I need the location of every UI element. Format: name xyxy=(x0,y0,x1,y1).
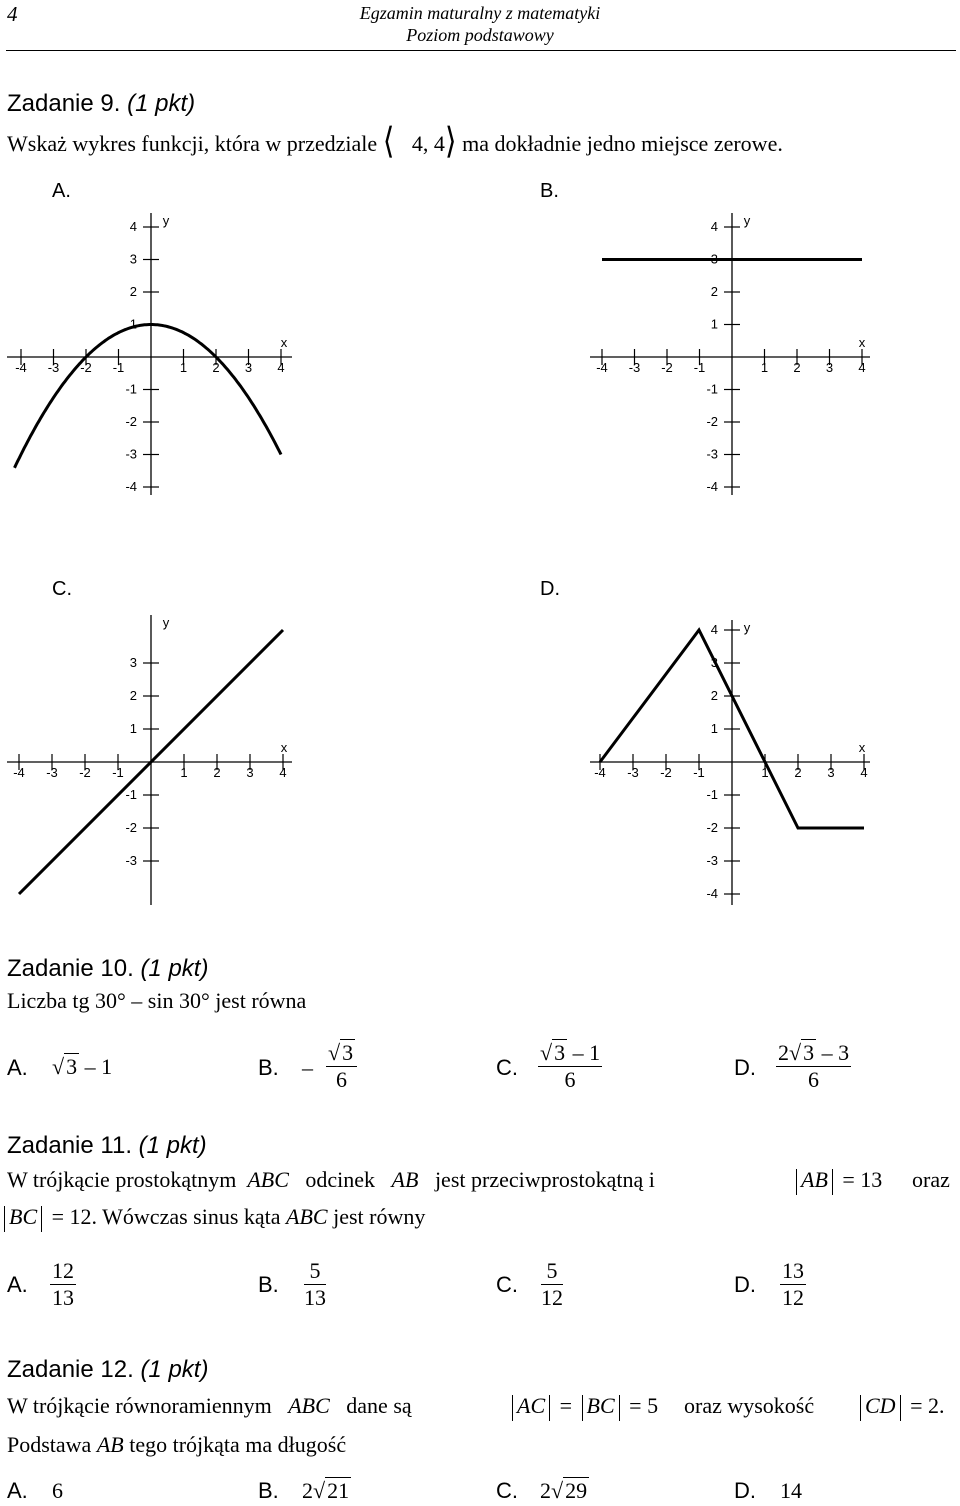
task12-lengths: AC = BC = 5 xyxy=(508,1393,658,1421)
task9-heading: Zadanie 9. (1 pkt) xyxy=(7,90,196,117)
y-tick-label: 4 xyxy=(129,219,137,234)
page-number: 4 xyxy=(7,2,18,26)
task10-option-c: $\frac{√3 - 1}{6}$ xyxy=(540,1040,601,1092)
task10-option-d-label: D. xyxy=(734,1055,756,1080)
task11-option-c: $\frac{5}{12}$ xyxy=(541,1258,563,1310)
header-title: Egzamin maturalny z matematyki xyxy=(359,3,601,23)
x-tick-label: -1 xyxy=(693,765,705,780)
task10-option-a-label: A. xyxy=(7,1055,28,1080)
x-tick-label: 4 xyxy=(277,360,285,375)
x-tick-label: -1 xyxy=(112,360,125,375)
x-tick-label: 2 xyxy=(212,360,220,375)
task12-line1: W trójkącie równoramiennym ABC dane są xyxy=(7,1393,412,1418)
task12-option-b-label: B. xyxy=(258,1478,279,1503)
x-tick-label: 2 xyxy=(794,765,802,780)
x-tick-label: 1 xyxy=(761,765,769,780)
x-tick-label: -3 xyxy=(628,360,641,375)
y-tick-label: 3 xyxy=(129,251,137,267)
y-tick-label: -1 xyxy=(706,787,718,802)
task11-option-d-label: D. xyxy=(734,1272,756,1297)
y-axis-label: y xyxy=(162,615,170,630)
y-tick-label: -2 xyxy=(706,414,718,429)
graph-label-d: D. xyxy=(540,578,560,600)
task11-option-b: $\frac{5}{13}$ xyxy=(304,1258,326,1310)
y-tick-label: -1 xyxy=(125,381,137,397)
x-tick-label: -4 xyxy=(596,360,608,375)
task11-oraz: oraz xyxy=(912,1167,950,1192)
task12-option-d: 14 xyxy=(780,1478,802,1503)
x-tick-label: 4 xyxy=(279,765,287,780)
task11-ab-value: AB = 13 xyxy=(792,1167,882,1195)
task11-heading: Zadanie 11. (1 pkt) xyxy=(7,1132,207,1159)
task11-line1: W trójkącie prostokątnym ABC odcinek AB jest przeciwprostokątną i xyxy=(7,1167,655,1192)
y-axis-label: y xyxy=(743,213,751,228)
y-tick-label: 3 xyxy=(710,251,718,267)
x-tick-label: -2 xyxy=(660,765,672,780)
y-tick-label: 1 xyxy=(129,721,137,736)
y-tick-label: -1 xyxy=(125,787,137,802)
x-axis-label: x xyxy=(858,740,866,755)
task12-option-a-label: A. xyxy=(7,1478,28,1503)
y-tick-label: -4 xyxy=(706,886,718,901)
graph-label-b: B. xyxy=(540,180,559,202)
y-tick-label: -2 xyxy=(125,414,137,429)
task11-option-b-label: B. xyxy=(258,1272,279,1297)
y-axis-label: y xyxy=(743,620,751,635)
task12-height: CD = 2. xyxy=(856,1393,944,1421)
task12-option-c: 2√29 xyxy=(540,1478,588,1503)
x-tick-label: -1 xyxy=(112,765,124,780)
x-tick-label: -4 xyxy=(594,765,606,780)
task10-option-c-label: C. xyxy=(496,1055,518,1080)
x-axis-label: x xyxy=(858,335,866,350)
y-tick-label: -4 xyxy=(706,479,718,494)
x-tick-label: -4 xyxy=(13,765,25,780)
task12-option-d-label: D. xyxy=(734,1478,756,1503)
y-tick-label: -3 xyxy=(706,446,718,462)
task10-option-a: √3 – 1 xyxy=(52,1054,113,1079)
x-tick-label: -2 xyxy=(661,360,673,375)
x-tick-label: -3 xyxy=(47,360,60,375)
task12-option-a: 6 xyxy=(52,1478,63,1503)
x-tick-label: 2 xyxy=(213,765,221,780)
header-subtitle: Poziom podstawowy xyxy=(406,25,554,45)
y-tick-label: 1 xyxy=(710,721,718,736)
x-tick-label: 3 xyxy=(244,360,253,375)
x-tick-label: -3 xyxy=(627,765,639,780)
task11-line2: BC = 12. Wówczas sinus kąta ABC jest równy xyxy=(0,1204,425,1232)
task10-question: Liczba tg 30° – sin 30° jest równa xyxy=(7,988,307,1013)
y-tick-label: -2 xyxy=(706,820,718,835)
task10-heading: Zadanie 10. (1 pkt) xyxy=(7,955,209,982)
y-tick-label: -3 xyxy=(125,446,137,462)
graph-label-c: C. xyxy=(52,578,72,600)
task12-option-c-label: C. xyxy=(496,1478,518,1503)
y-tick-label: 3 xyxy=(129,655,137,670)
x-tick-label: -1 xyxy=(693,360,706,375)
task11-option-a-label: A. xyxy=(7,1272,28,1297)
x-axis-label: x xyxy=(280,335,288,350)
x-tick-label: 2 xyxy=(793,360,801,375)
x-tick-label: -4 xyxy=(15,360,27,375)
y-tick-label: 2 xyxy=(710,284,718,299)
x-tick-label: -3 xyxy=(46,765,58,780)
task12-line2: Podstawa AB tego trójkąta ma długość xyxy=(7,1432,347,1457)
task11-option-a: $\frac{12}{13}$ xyxy=(52,1258,74,1310)
task12-oraz: oraz wysokość xyxy=(684,1393,815,1418)
task12-option-b: 2√21 xyxy=(302,1478,350,1503)
task10-option-b-label: B. xyxy=(258,1055,279,1080)
x-tick-label: 1 xyxy=(180,765,188,780)
x-tick-label: 4 xyxy=(858,360,866,375)
y-tick-label: 4 xyxy=(710,622,718,637)
x-tick-label: 3 xyxy=(825,360,834,375)
y-tick-label: -2 xyxy=(125,820,137,835)
x-tick-label: 1 xyxy=(179,360,188,375)
x-tick-label: -2 xyxy=(80,360,92,375)
y-tick-label: 2 xyxy=(129,688,137,703)
x-tick-label: 1 xyxy=(760,360,769,375)
task10-option-d: $\frac{2√3 - 3}{6}$ xyxy=(778,1040,850,1092)
y-tick-label: 2 xyxy=(710,688,718,703)
task10-option-b: $\frac{√3}{6}$ xyxy=(326,1040,357,1093)
graph-label-a: A. xyxy=(52,180,71,202)
x-axis-label: x xyxy=(280,740,288,755)
y-tick-label: 1 xyxy=(710,316,718,332)
y-tick-label: 4 xyxy=(710,219,718,234)
y-tick-label: -3 xyxy=(706,853,718,868)
x-tick-label: -2 xyxy=(79,765,91,780)
x-tick-label: 3 xyxy=(246,765,254,780)
y-tick-label: 3 xyxy=(710,655,718,670)
x-tick-label: 4 xyxy=(860,765,868,780)
x-tick-label: 3 xyxy=(827,765,835,780)
y-tick-label: -4 xyxy=(125,479,137,494)
task11-option-c-label: C. xyxy=(496,1272,518,1297)
task9-question: Wskaż wykres funkcji, która w przedziale ⟨ 4, 4⟩ ma dokładnie jedno miejsce zerowe. xyxy=(7,121,783,162)
task10-option-b-minus: – xyxy=(302,1055,313,1080)
y-tick-label: -1 xyxy=(706,381,718,397)
y-axis-label: y xyxy=(162,213,170,228)
task11-option-d: $\frac{13}{12}$ xyxy=(782,1258,804,1310)
y-tick-label: 2 xyxy=(129,284,137,299)
task12-heading: Zadanie 12. (1 pkt) xyxy=(7,1356,209,1383)
y-tick-label: 1 xyxy=(129,316,137,332)
y-tick-label: -3 xyxy=(125,853,137,868)
